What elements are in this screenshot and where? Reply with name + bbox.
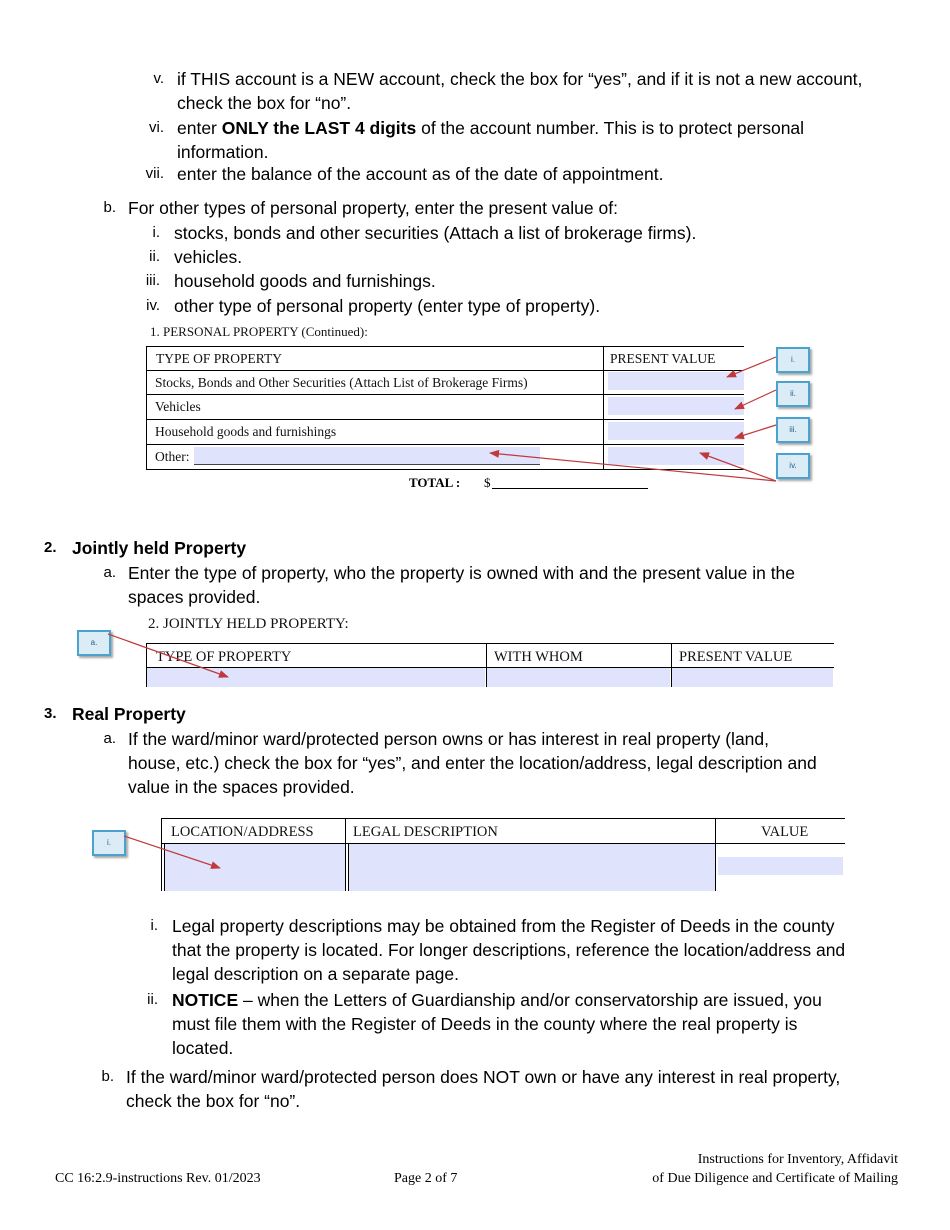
callout-label: ii. <box>776 381 810 407</box>
column-header-value: PRESENT VALUE <box>679 649 793 665</box>
footer-title-line: Instructions for Inventory, Affidavit <box>697 1152 898 1167</box>
arrow-i <box>727 357 776 377</box>
list-item-iv: other type of personal property (enter type of property). <box>174 296 601 316</box>
list-number: vii. <box>145 165 164 182</box>
notice-label: NOTICE <box>172 990 239 1010</box>
list-number: i. <box>152 224 160 241</box>
column-header-value: VALUE <box>761 824 809 840</box>
callout-label: iii. <box>776 417 810 443</box>
list-item-i: stocks, bonds and other securities (Attach a list of brokerage firms). <box>174 223 697 243</box>
arrow-real-i <box>124 836 220 868</box>
list-number: a. <box>103 730 116 747</box>
callout-label: i. <box>92 830 126 856</box>
list-item-b: For other types of personal property, enter the present value of: <box>128 198 618 218</box>
list-item-text: enter <box>177 118 222 138</box>
row-label-household: Household goods and furnishings <box>155 424 337 439</box>
callout-label: i. <box>776 347 810 373</box>
list-item-iii: household goods and furnishings. <box>174 271 436 291</box>
list-number: b. <box>101 1068 114 1085</box>
form-caption: 2. JOINTLY HELD PROPERTY: <box>148 616 349 632</box>
arrow-iv-other <box>490 453 776 481</box>
column-header-value: PRESENT VALUE <box>610 351 716 366</box>
footer-form-id: CC 16:2.9-instructions Rev. 01/2023 <box>55 1171 261 1186</box>
total-label: TOTAL : <box>409 475 461 490</box>
list-item-text: legal description on a separate page. <box>172 964 460 984</box>
total-currency: $ <box>484 475 491 490</box>
list-item-text: must file them with the Register of Deeds in the county where the real property is <box>172 1014 798 1034</box>
list-item-vii: enter the balance of the account as of the date of appointment. <box>177 164 664 184</box>
list-item-text: of the account number. This is to protect personal <box>416 118 805 138</box>
list-number: vi. <box>149 119 164 136</box>
callout-label: a. <box>77 630 111 656</box>
list-item-text: If the ward/minor ward/protected person does NOT own or have any interest in real property, <box>126 1067 841 1087</box>
section-number: 3. <box>44 705 57 722</box>
column-header-location: LOCATION/ADDRESS <box>171 824 314 840</box>
list-item-text: Enter the type of property, who the property is owned with and the present value in the <box>128 563 796 583</box>
footer-title-line: of Due Diligence and Certificate of Mailing <box>652 1171 898 1186</box>
list-item-text: information. <box>177 142 269 162</box>
emphasis-text: ONLY the LAST 4 digits <box>221 118 417 138</box>
footer-page-number: Page 2 of 7 <box>394 1171 458 1186</box>
row-label-other: Other: <box>155 449 190 464</box>
list-number: i. <box>150 917 158 934</box>
list-number: a. <box>103 564 116 581</box>
list-number: ii. <box>147 991 158 1008</box>
row-label-stocks: Stocks, Bonds and Other Securities (Attach List of Brokerage Firms) <box>155 375 528 390</box>
list-item-text: check the box for “no”. <box>126 1091 301 1111</box>
list-item-text: house, etc.) check the box for “yes”, and enter the location/address, legal description and <box>128 753 817 773</box>
column-header-legal-description: LEGAL DESCRIPTION <box>353 824 498 840</box>
row-label-vehicles: Vehicles <box>155 399 201 414</box>
list-number: b. <box>103 199 116 216</box>
form-caption: 1. PERSONAL PROPERTY (Continued): <box>150 324 368 339</box>
list-item-ii: vehicles. <box>174 247 243 267</box>
arrow-ii <box>735 390 776 409</box>
callout-label: iv. <box>776 453 810 479</box>
list-item-text: if THIS account is a NEW account, check the box for “yes”, and if it is not a new account, <box>177 69 863 89</box>
list-item-text: value in the spaces provided. <box>128 777 355 797</box>
arrow-iii <box>735 425 776 438</box>
list-number: iv. <box>146 297 160 314</box>
column-header-with-whom: WITH WHOM <box>494 649 583 665</box>
column-header-type: TYPE OF PROPERTY <box>156 649 292 665</box>
arrow-a <box>108 634 228 677</box>
section-heading: Jointly held Property <box>72 538 247 558</box>
list-number: iii. <box>145 272 160 289</box>
section-number: 2. <box>44 539 57 556</box>
section-heading: Real Property <box>72 704 186 724</box>
list-item-text: If the ward/minor ward/protected person owns or has interest in real property (land, <box>128 729 770 749</box>
list-number: v. <box>153 70 164 87</box>
list-item-text: located. <box>172 1038 234 1058</box>
list-item-text: that the property is located. For longer descriptions, reference the location/address and <box>172 940 846 960</box>
column-header-type: TYPE OF PROPERTY <box>156 351 282 366</box>
list-item-text: spaces provided. <box>128 587 261 607</box>
list-item-text: – when the Letters of Guardianship and/or conservatorship are issued, you <box>238 990 822 1010</box>
list-item-text: check the box for “no”. <box>177 93 352 113</box>
list-number: ii. <box>149 248 160 265</box>
list-item-text: Legal property descriptions may be obtained from the Register of Deeds in the county <box>172 916 835 936</box>
